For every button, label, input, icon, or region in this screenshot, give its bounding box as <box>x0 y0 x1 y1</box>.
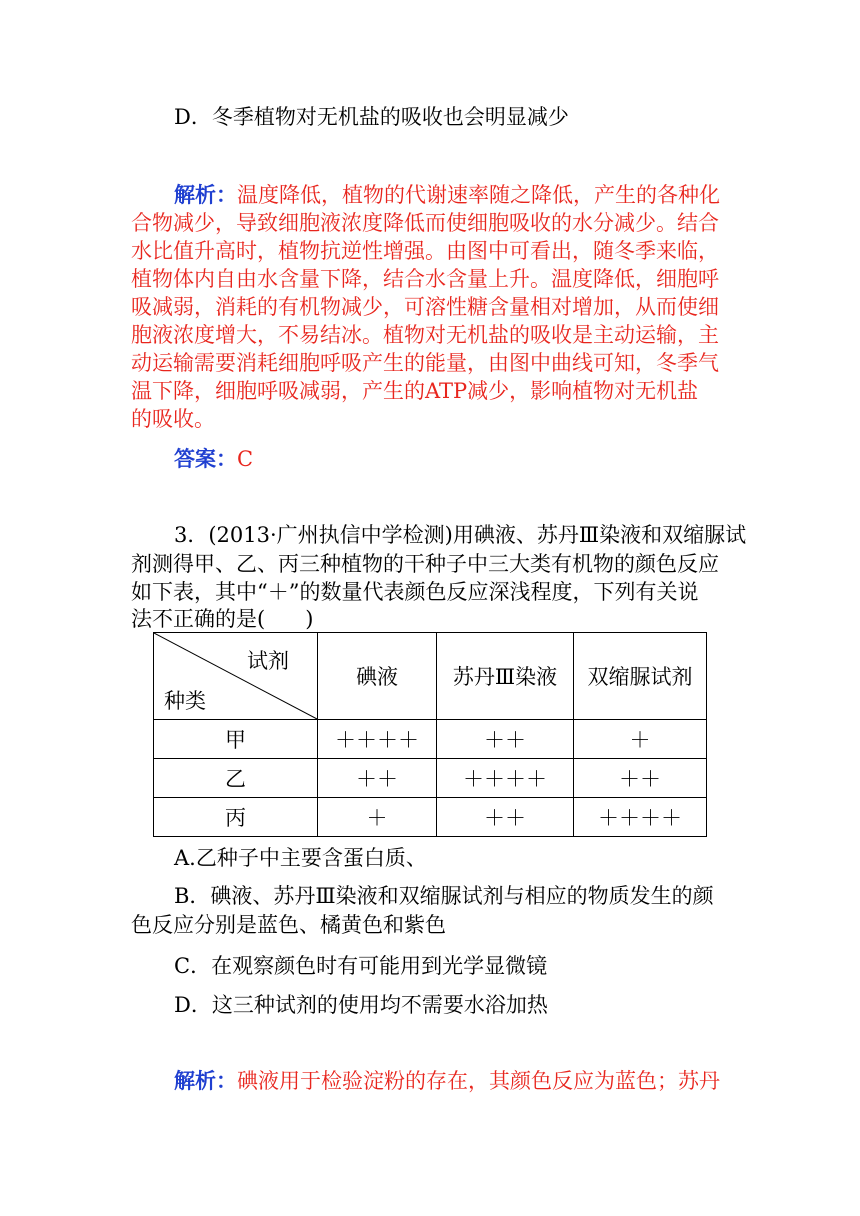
q3-stem-line-2: 剂测得甲、乙、丙三种植物的干种子中三大类有机物的颜色反应 <box>131 552 719 576</box>
q3-analysis-text: 碘液用于检验淀粉的存在，其颜色反应为蓝色；苏丹 <box>237 1069 720 1093</box>
row-name: 乙 <box>154 759 318 798</box>
table-cell: ＋＋ <box>318 759 437 798</box>
q3-stem-suffix: ) <box>305 607 314 631</box>
row-name: 甲 <box>154 720 318 759</box>
table-header-row <box>154 633 707 720</box>
table-row <box>154 720 707 759</box>
table-row <box>154 798 707 837</box>
q2-answer-label: 答案： <box>174 446 237 471</box>
corner-cell <box>154 633 318 720</box>
q3-stem-line-1: 3．(2013·广州执信中学检测)用碘液、苏丹Ⅲ染液和双缩脲试 <box>174 523 747 547</box>
q2-answer-value: C <box>237 447 254 471</box>
q2-analysis-text: 温度降低，植物的代谢速率随之降低，产生的各种化 <box>237 183 720 207</box>
q2-analysis-label: 解析： <box>174 182 237 207</box>
table-cell: ＋＋＋＋ <box>574 798 707 837</box>
table-cell: ＋＋ <box>574 759 707 798</box>
q3-stem-line-3: 如下表，其中“＋”的数量代表颜色反应深浅程度，下列有关说 <box>131 580 699 604</box>
q2-option-d: D．冬季植物对无机盐的吸收也会明显减少 <box>174 105 569 129</box>
q2-analysis-line-6: 胞液浓度增大，不易结冰。植物对无机盐的吸收是主动运输，主 <box>131 323 719 347</box>
header-cell: 双缩脲试剂 <box>574 633 707 720</box>
q3-stem-line-4 <box>131 606 313 632</box>
q2-analysis-line-1 <box>174 182 720 208</box>
reagent-table <box>153 632 707 837</box>
q2-analysis-line-9: 的吸收。 <box>131 407 215 431</box>
table-row <box>154 759 707 798</box>
q2-analysis-line-3: 水比值升高时，植物抗逆性增强。由图中可看出，随冬季来临， <box>131 239 719 263</box>
table-cell: ＋＋＋＋ <box>318 720 437 759</box>
q2-analysis-line-5: 吸减弱，消耗的有机物减少，可溶性糖含量相对增加，从而使细 <box>131 295 719 319</box>
q3-option-c: C．在观察颜色时有可能用到光学显微镜 <box>174 954 548 978</box>
row-name: 丙 <box>154 798 318 837</box>
q2-analysis-line-7: 动运输需要消耗细胞呼吸产生的能量，由图中曲线可知，冬季气 <box>131 351 719 375</box>
q2-answer <box>174 446 253 472</box>
header-cell: 苏丹Ⅲ染液 <box>437 633 574 720</box>
q3-option-b-line-2: 色反应分别是蓝色、橘黄色和紫色 <box>131 913 446 937</box>
q2-analysis-line-8: 温下降，细胞呼吸减弱，产生的ATP减少，影响植物对无机盐 <box>131 379 699 403</box>
q3-analysis-label: 解析： <box>174 1068 237 1093</box>
table-cell: ＋ <box>318 798 437 837</box>
table-cell: ＋＋＋＋ <box>437 759 574 798</box>
q3-option-a: A.乙种子中主要含蛋白质、 <box>174 846 427 870</box>
q3-stem-prefix: 法不正确的是( <box>131 607 266 631</box>
corner-bottom-label: 种类 <box>164 689 206 713</box>
q3-option-d: D．这三种试剂的使用均不需要水浴加热 <box>174 993 548 1017</box>
table-cell: ＋＋ <box>437 720 574 759</box>
q2-analysis-line-2: 合物减少，导致细胞液浓度降低而使细胞吸收的水分减少。结合 <box>131 211 719 235</box>
q3-option-b-line-1: B．碘液、苏丹Ⅲ染液和双缩脲试剂与相应的物质发生的颜 <box>174 884 714 908</box>
header-cell: 碘液 <box>318 633 437 720</box>
q2-analysis-line-4: 植物体内自由水含量下降，结合水含量上升。温度降低，细胞呼 <box>131 267 719 291</box>
corner-top-label: 试剂 <box>247 649 289 673</box>
table-cell: ＋＋ <box>437 798 574 837</box>
table-cell: ＋ <box>574 720 707 759</box>
q3-analysis-line-1 <box>174 1068 720 1094</box>
